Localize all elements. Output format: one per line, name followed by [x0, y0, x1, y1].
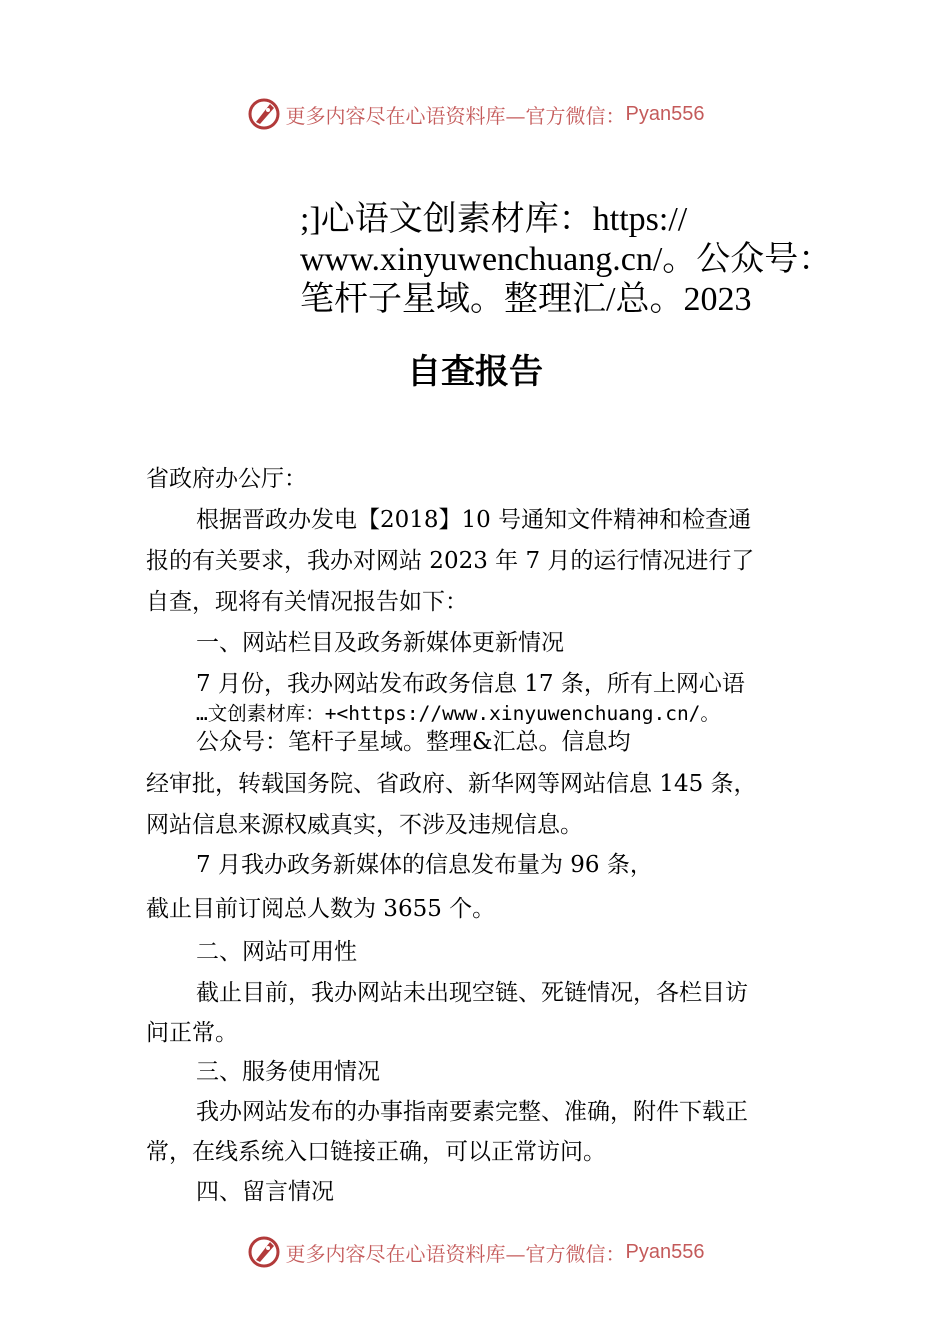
section-heading-1: 一、网站栏目及政务新媒体更新情况	[196, 630, 564, 656]
promo-block	[300, 200, 900, 320]
section1-line: …文创素材库：+<https://www.xinyuwenchuang.cn/。	[196, 702, 720, 725]
pen-nib-circle-icon	[246, 1234, 282, 1270]
section2-line: 截止目前，我办网站未出现空链、死链情况，各栏目访	[196, 980, 748, 1006]
section1-line: 截止目前订阅总人数为 3655 个。	[146, 896, 496, 922]
section3-line: 我办网站发布的办事指南要素完整、准确，附件下载正	[196, 1099, 748, 1125]
salutation: 省政府办公厅：	[146, 466, 307, 492]
intro-line: 自查，现将有关情况报告如下：	[146, 589, 468, 615]
banner-wechat-id: Pyan556	[625, 1240, 705, 1263]
promo-line: ;]心语文创素材库：https://	[300, 201, 688, 238]
intro-line: 根据晋政办发电【2018】10 号通知文件精神和检查通	[196, 507, 752, 533]
section1-line: 7 月份，我办网站发布政务信息 17 条，所有上网心语	[196, 671, 745, 697]
banner-text: 更多内容尽在心语资料库—官方微信：	[285, 1241, 626, 1266]
section3-line: 常，在线系统入口链接正确，可以正常访问。	[146, 1139, 606, 1165]
section2-line: 问正常。	[146, 1020, 238, 1046]
header-banner	[0, 92, 950, 136]
banner-text: 更多内容尽在心语资料库—官方微信：	[285, 103, 626, 128]
page-title: 自查报告	[407, 352, 543, 392]
section1-line: 公众号：笔杆子星域。整理&汇总。信息均	[196, 729, 631, 755]
section-heading-3: 三、服务使用情况	[196, 1059, 380, 1085]
banner-wechat-id: Pyan556	[625, 102, 705, 125]
section1-line: 网站信息来源权威真实，不涉及违规信息。	[146, 812, 583, 838]
section-heading-2: 二、网站可用性	[196, 939, 357, 965]
promo-line: www.xinyuwenchuang.cn/。公众号：	[300, 241, 833, 278]
section-heading-4: 四、留言情况	[196, 1179, 334, 1205]
footer-banner	[0, 1230, 950, 1274]
section1-line: 经审批，转载国务院、省政府、新华网等网站信息 145 条，	[146, 771, 757, 797]
pen-nib-circle-icon	[246, 96, 282, 132]
section1-line: 7 月我办政务新媒体的信息发布量为 96 条，	[196, 852, 653, 878]
intro-line: 报的有关要求，我办对网站 2023 年 7 月的运行情况进行了	[146, 548, 755, 574]
promo-line: 笔杆子星域。整理汇/总。2023	[300, 281, 752, 318]
